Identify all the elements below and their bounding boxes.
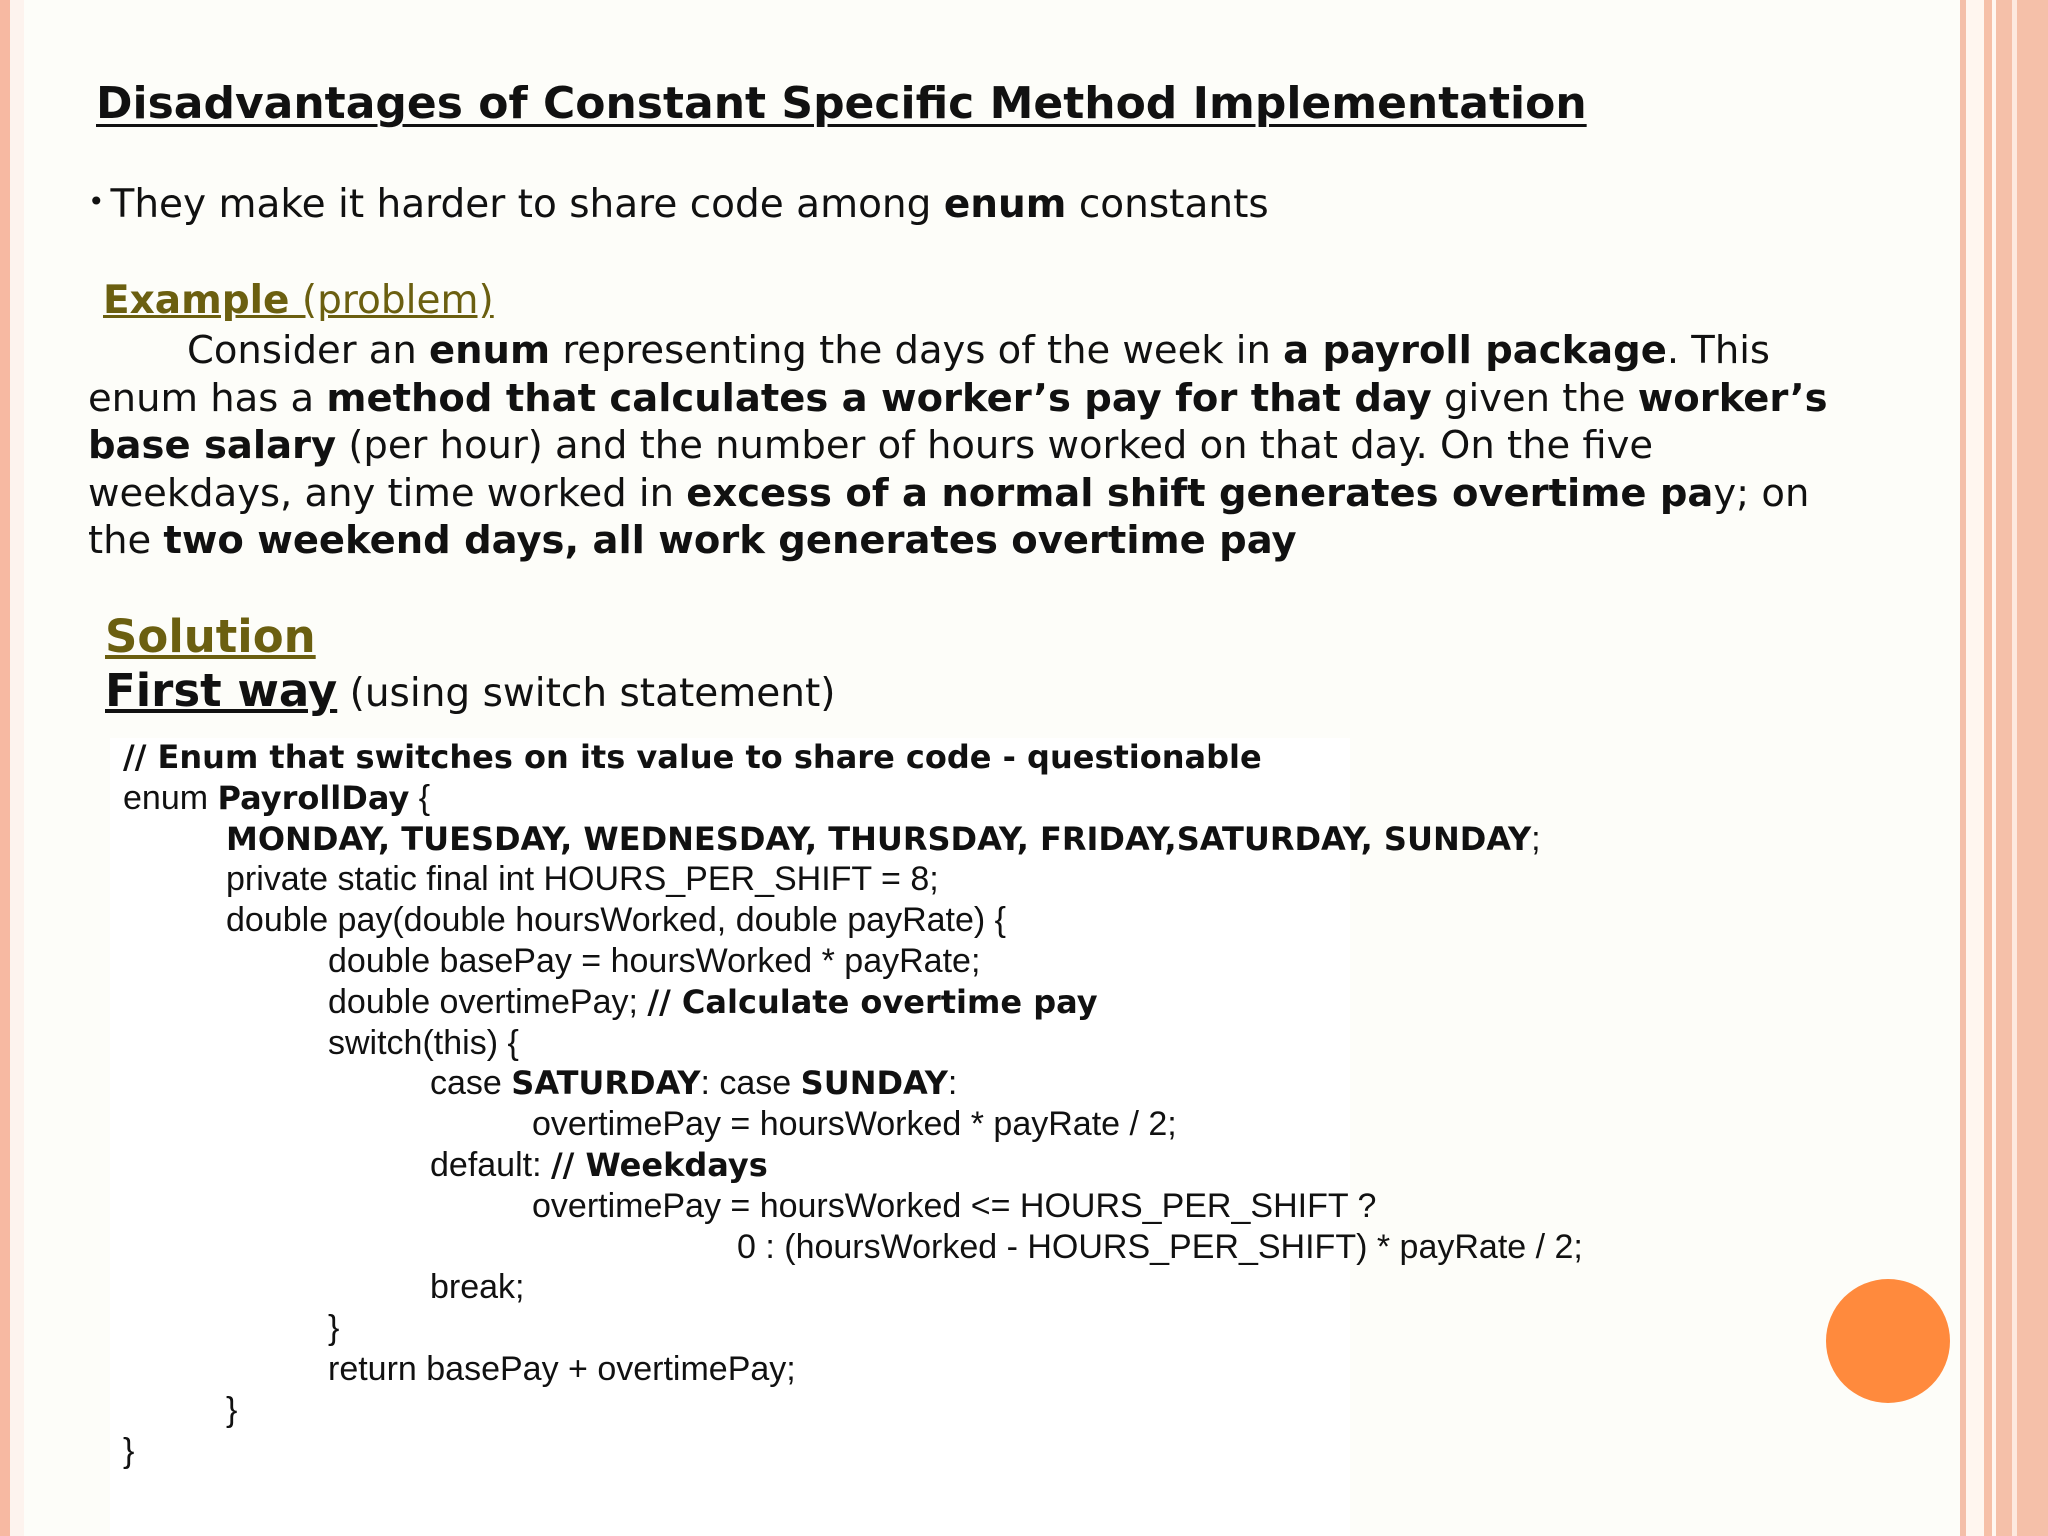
code-line: switch(this) {: [328, 1023, 519, 1062]
bullet-marker: •: [88, 185, 105, 218]
code-line: // Enum that switches on its value to share code - questionable: [123, 738, 1262, 776]
code-line: break;: [430, 1268, 525, 1307]
code-line: return basePay + overtimePay;: [328, 1349, 796, 1388]
first-way-note: (using switch statement): [337, 671, 836, 716]
paragraph-line-2: enum has a method that calculates a worker’s pay for that day given the worker’s: [88, 375, 1828, 421]
first-way-heading: [105, 664, 835, 717]
code-line: private static final int HOURS_PER_SHIFT = 8;: [226, 860, 939, 899]
left-border-inner: [10, 0, 24, 1536]
decorative-circle: [1826, 1279, 1950, 1403]
code-line: enum PayrollDay {: [123, 778, 431, 817]
code-block: [123, 737, 1583, 1471]
code-line: default: // Weekdays: [430, 1145, 768, 1184]
paragraph-line-3: base salary (per hour) and the number of hours worked on that day. On the five: [88, 423, 1654, 469]
code-line: }: [226, 1390, 238, 1429]
code-line: double pay(double hoursWorked, double payRate) {: [226, 901, 1007, 940]
right-border-line: [2012, 0, 2017, 1536]
example-heading: [103, 278, 494, 323]
first-way-label: First way: [105, 664, 338, 717]
right-border-stripe-3: [1996, 0, 2048, 1536]
right-border-gap-1: [1966, 0, 1984, 1536]
code-line: overtimePay = hoursWorked <= HOURS_PER_SHIFT ?: [532, 1186, 1377, 1225]
code-line: double overtimePay; // Calculate overtime pay: [328, 982, 1098, 1021]
paragraph-line-4: weekdays, any time worked in excess of a normal shift generates overtime pay; on: [88, 470, 1810, 516]
example-label: Example: [103, 278, 290, 323]
slide-title: Disadvantages of Constant Specific Method Implementation: [96, 78, 1587, 129]
code-line: }: [328, 1309, 340, 1348]
bullet-point: • They make it harder to share code among enum constants: [88, 182, 1269, 227]
solution-heading: Solution: [105, 610, 316, 663]
example-suffix: (problem): [289, 278, 494, 323]
left-border-stripe: [0, 0, 10, 1536]
code-line: 0 : (hoursWorked - HOURS_PER_SHIFT) * payRate / 2;: [737, 1227, 1583, 1266]
code-line: }: [123, 1431, 135, 1470]
paragraph-line-5: the two weekend days, all work generates overtime pay: [88, 518, 1297, 564]
code-line: case SATURDAY: case SUNDAY:: [430, 1064, 958, 1103]
paragraph-line-1: Consider an enum representing the days of the week in a payroll package. This: [187, 328, 1770, 373]
code-line: MONDAY, TUESDAY, WEDNESDAY, THURSDAY, FRIDAY,SATURDAY, SUNDAY;: [226, 819, 1541, 858]
code-line: double basePay = hoursWorked * payRate;: [328, 941, 981, 980]
right-border-stripe-2: [1984, 0, 1992, 1536]
code-line: overtimePay = hoursWorked * payRate / 2;: [532, 1105, 1177, 1144]
example-paragraph: [88, 327, 1938, 565]
